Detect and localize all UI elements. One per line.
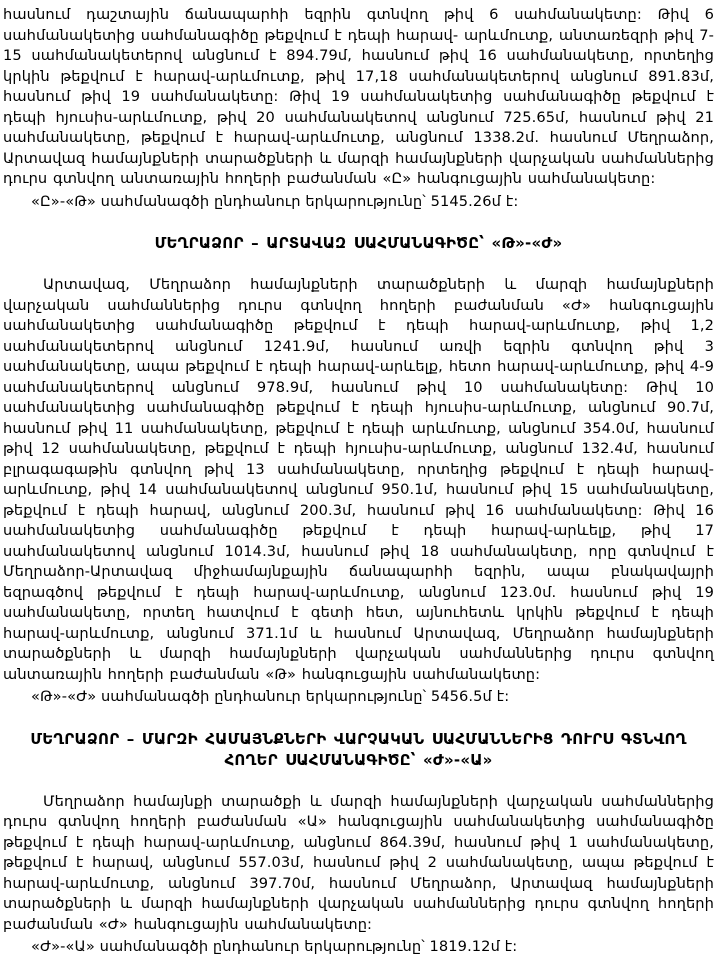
section-heading-meghradzor-marz-lands: ՄԵՂՐԱՁՈՐ – ՄԱՐԶԻ ՀԱՄԱՅՆՔՆԵՐԻ ՎԱՐՉԱԿԱՆ ՍԱՀՄԱՆՆԵՐԻՑ ԴՈՒՐՍ ԳՏՆՎՈՂ ՀՈՂԵՐ ՍԱՀՄԱՆԱԳԻԾԸ՝ «Ժ»-«Ա» <box>30 729 687 769</box>
paragraph-boundary-description-2: Արտավազ, Մեղրաձոր համայնքների տարածքների և մարզի համայնքների վարչական սահմաններից դուրս գտնվող հողերի բաժանման «Ժ» հանգուցային սահմանակետից սահմանագիծը թեքվում է դեպի հարավ-արևմուտք, թիվ 1,2 սահմանակետերով անցնում 1241.9մ, հասնում առվի եզրին գտնվող թիվ 3 սահմանակետը, ապա թեքվում է դեպի հարավ-արևելք, հետո հարավ-արևմուտք, թիվ 4-9 սահմանակետերով անցնում 978.9մ, հասնում թիվ 10 սահմանակետը: Թիվ 10 սահմանակետից սահմանագիծը թեքվում է դեպի հյուսիս-արևմուտք, անցնում 90.7մ, հասնում թիվ 11 սահմանակետը, թեքվում է դեպի արևմուտք, անցնում 354.0մ, հասնում թիվ 12 սահմանակետը, թեքվում է դեպի հյուսիս-արևմուտք, անցնում 132.4մ, հասնում բլրագագաթին գտնվող թիվ 13 սահմանակետը, որտեղից թեքվում է դեպի հարավ-արևմուտք, թիվ 14 սահմանակետով անցնում 950.1մ, հասնում թիվ 15 սահմանակետը, թեքվում է դեպի հարավ, անցնում 200.3մ, հասնում թիվ 16 սահմանակետը: Թիվ 16 սահմանակետից սահմանագիծը թեքվում է դեպի հարավ-արևելք, թիվ 17 սահմանակետով անցնում 1014.3մ, հասնում թիվ 18 սահմանակետը, որը գտնվում է Մեղրաձոր-Արտավազ միջհամայնքային ճանապարհի եզրին, ապա բնակավայրի եզրագծով թեքվում է դեպի հարավ-արևմուտք, անցնում 123.0մ. հասնում թիվ 19 սահմանակետը, որտեղ հատվում է գետի հետ, այնուհետև կրկին թեքվում է դեպի հարավ-արևմուտք, անցնում 371.1մ և հասնում Արտավազ, Մեղրաձոր համայնքների տարածքների և մարզի համայնքների վարչական սահմաններից դուրս գտնվող անտառային հողերի բաժանման «Թ» հանգուցային սահմանակետը: <box>3 276 714 683</box>
total-length-line-3: «Ժ»-«Ա» սահմանագծի ընդհանուր երկարությունը՝ 1819.12մ է: <box>31 938 518 955</box>
paragraph-boundary-description-3: Մեղրաձոր համայնքի տարածքի և մարզի համայնքների վարչական սահմաններից դուրս գտնվող հողերի բաժանման «Ա» հանգուցային սահմանակետից սահմանագիծը թեքվում է դեպի հարավ-արևմուտք, անցնում 864.39մ, հասնում թիվ 1 սահմանակետը, թեքվում է հարավ, անցնում 557.03մ, հասնում թիվ 2 սահմանակետը, ապա թեքվում է հարավ-արևմուտք, անցնում 397.70մ, հասնում Մեղրաձոր, Արտավազ համայնքների տարածքների և մարզի համայնքների վարչական սահմաններից դուրս գտնվող հողերի բաժանման «Ժ» հանգուցային սահմանակետը: <box>3 792 714 933</box>
paragraph-boundary-description-1: հասնում դաշտային ճանապարհի եզրին գտնվող թիվ 6 սահմանակետը: Թիվ 6 սահմանակետից սահմանագիծը թեքվում է դեպի հարավ- արևմուտք, անտառեզրի թիվ 7-15 սահմանակետերով անցնում է 894.79մ, հասնում թիվ 16 սահմանակետը, որտեղից կրկին թեքվում է հարավ-արևմուտք, թիվ 17,18 սահմանակետերով անցնում 891.83մ, հասնում թիվ 19 սահմանակետը: Թիվ 19 սահմանակետից սահմանագիծը թեքվում է դեպի հյուսիս-արևմուտք, թիվ 20 սահմանակետով անցնում 725.65մ, հասնում թիվ 21 սահմանակետը, թեքվում է հարավ-արևմուտք, անցնում 1338.2մ. հասնում Մեղրաձոր, Արտավազ համայնքների տարածքների և մարզի համայնքների վարչական սահմաններից դուրս գտնվող անտառային հողերի բաժանման «Ը» հանգուցային սահմանակետը: <box>3 6 714 187</box>
section-heading-meghradzor-artavaz: ՄԵՂՐԱՁՈՐ – ԱՐՏԱՎԱԶ ՍԱՀՄԱՆԱԳԻԾԸ՝ «Թ»-«Ժ» <box>154 234 563 252</box>
total-length-line-2: «Թ»-«Ժ» սահմանագծի ընդհանուր երկարությունը՝ 5456.5մ է: <box>31 688 510 705</box>
total-length-line-1: «Ը»-«Թ» սահմանագծի ընդհանուր երկարությունը՝ 5145.26մ է: <box>31 192 519 210</box>
